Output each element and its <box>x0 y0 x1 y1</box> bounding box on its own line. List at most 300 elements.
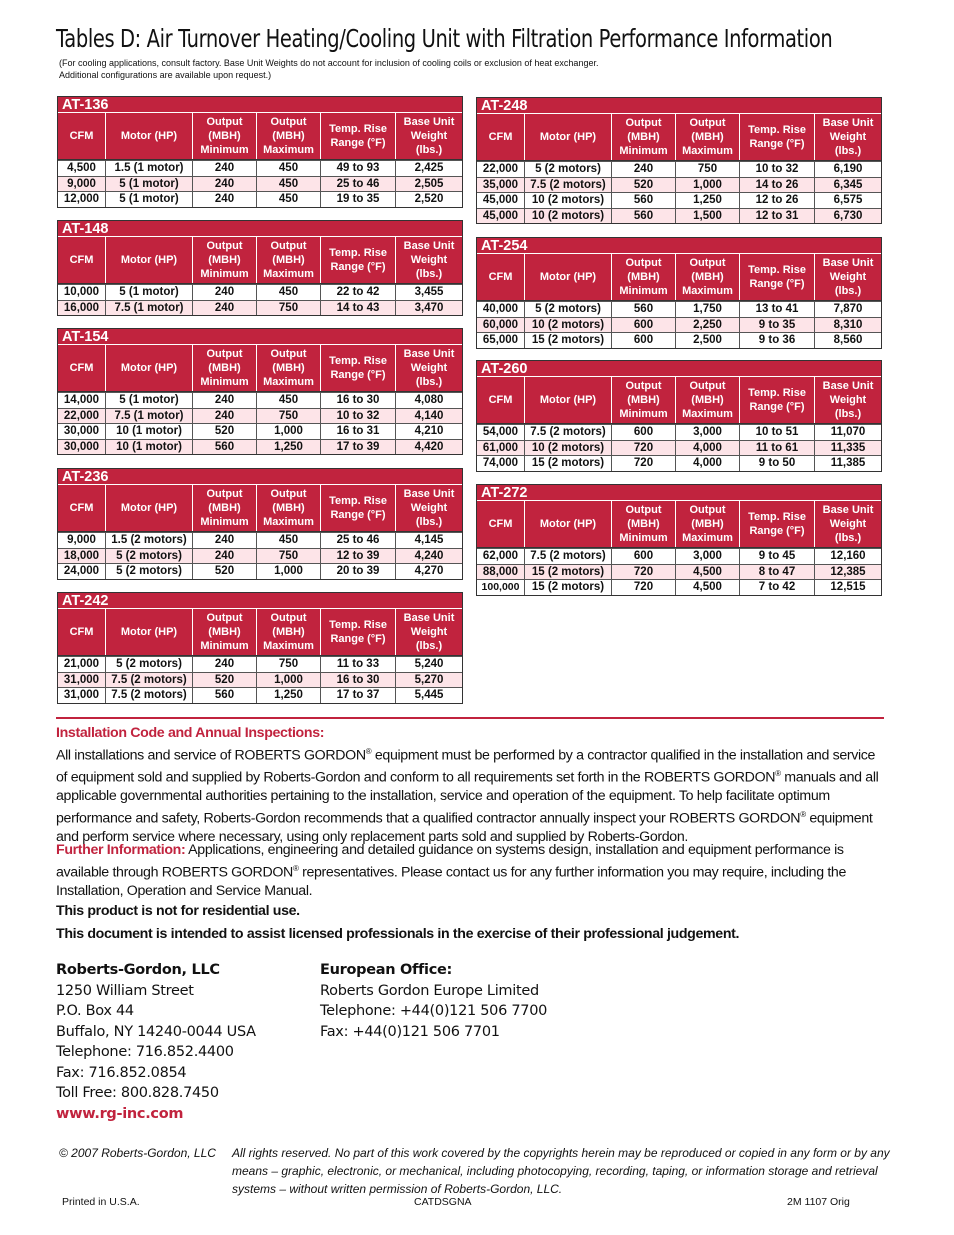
reg-mark-2: ® <box>775 769 781 779</box>
header-output-max <box>256 609 320 655</box>
table-cell: 9 to 35 <box>739 318 814 333</box>
table-cell: 10 (2 motors) <box>524 441 611 456</box>
reg-mark-3: ® <box>800 809 806 819</box>
table-cell: 240 <box>192 657 256 672</box>
header-line: Output <box>689 504 726 516</box>
table-header <box>58 113 462 160</box>
header-line: Temp. Rise <box>748 511 806 523</box>
header-motor-text: Motor (HP) <box>539 271 597 283</box>
header-temp-rise <box>739 254 814 300</box>
table-header <box>477 114 881 161</box>
model-name: AT-272 <box>477 485 881 501</box>
header-motor <box>105 485 192 531</box>
header-line: Minimum <box>619 285 668 297</box>
table-cell: 30,000 <box>63 440 100 453</box>
table-cell: 16 to 30 <box>320 393 395 408</box>
header-motor <box>105 609 192 655</box>
table-row <box>58 687 462 703</box>
header-output-max-text <box>263 611 314 653</box>
table-cell: 88,000 <box>482 565 519 578</box>
note-line-1: (For cooling applications, consult factory. Base Unit Weights do not account for inclusion of cooling coils or exclusion of heat exchanger. <box>59 58 599 68</box>
table-cell: 3,455 <box>395 285 462 300</box>
header-line: Output <box>270 240 307 252</box>
table-cell: 5 (2 motors) <box>524 302 611 317</box>
table-at-272 <box>476 484 882 596</box>
p2-text-b: representatives. Please contact us for any further information you may require, including the Installation, Operation and Service Manual. <box>56 864 846 899</box>
table-cell: 16,000 <box>63 301 100 314</box>
header-output-max-text <box>263 347 314 389</box>
header-cfm <box>58 609 105 655</box>
table-cell: 5 (1 motor) <box>105 177 192 192</box>
header-cfm-text: CFM <box>69 362 94 374</box>
table-cell: 560 <box>611 193 675 208</box>
table-at-242 <box>57 592 463 704</box>
us-address-line: P.O. Box 44 <box>56 1003 134 1019</box>
header-output-min-text <box>200 239 248 281</box>
header-line: Weight <box>410 362 448 374</box>
header-motor <box>524 254 611 300</box>
header-cfm <box>58 485 105 531</box>
further-information-paragraph <box>56 841 886 900</box>
p1-text-a: All installations and service of <box>56 747 235 764</box>
table-header <box>477 377 881 424</box>
table-cell: 240 <box>192 409 256 424</box>
header-line: (MBH) <box>627 271 660 283</box>
header-line: Base Unit <box>403 116 455 128</box>
table-row <box>477 161 881 177</box>
header-line: (MBH) <box>627 518 660 530</box>
table-cell: 600 <box>611 333 675 348</box>
model-name: AT-236 <box>58 469 462 485</box>
table-cell: 15 (2 motors) <box>524 456 611 471</box>
header-line: Output <box>270 116 307 128</box>
table-cell: 600 <box>611 318 675 333</box>
header-cfm-text: CFM <box>69 130 94 142</box>
table-row <box>58 439 462 455</box>
header-line: Range (°F) <box>330 633 386 645</box>
header-line: Temp. Rise <box>748 124 806 136</box>
header-temp-rise-text <box>329 618 387 646</box>
header-line: Range (°F) <box>749 525 805 537</box>
header-weight-text <box>823 256 874 298</box>
eu-office-heading: European Office: <box>320 962 453 978</box>
header-output-max <box>675 114 739 160</box>
header-line: Range (°F) <box>749 401 805 413</box>
header-line: Range (°F) <box>330 369 386 381</box>
header-line: (MBH) <box>627 131 660 143</box>
table-row <box>477 317 881 333</box>
table-cell: 450 <box>256 161 320 176</box>
table-header <box>58 485 462 532</box>
table-cell: 750 <box>256 409 320 424</box>
eu-company-name: Roberts Gordon Europe Limited <box>320 982 539 999</box>
header-line: Weight <box>410 254 448 266</box>
table-row <box>58 300 462 316</box>
table-row <box>58 191 462 207</box>
page-title: Tables D: Air Turnover Heating/Cooling Unit with Filtration Performance Information <box>56 24 833 53</box>
header-cfm-text: CFM <box>69 254 94 266</box>
header-output-min <box>192 345 256 391</box>
header-line: (lbs.) <box>834 532 862 544</box>
table-cell: 65,000 <box>482 334 519 347</box>
table-cell: 31,000 <box>63 673 100 686</box>
table-cell: 100,000 <box>481 581 520 594</box>
table-cell: 19 to 35 <box>320 192 395 207</box>
table-row <box>58 284 462 300</box>
header-line: Range (°F) <box>749 138 805 150</box>
header-line: Output <box>270 348 307 360</box>
header-temp-rise <box>320 609 395 655</box>
table-cell: 5 (2 motors) <box>105 549 192 564</box>
table-cell: 4,270 <box>395 564 462 579</box>
header-line: Minimum <box>200 144 249 156</box>
header-line: (MBH) <box>272 502 305 514</box>
header-line: (lbs.) <box>834 285 862 297</box>
header-line: Maximum <box>682 285 733 297</box>
table-at-254 <box>476 237 882 349</box>
table-cell: 7.5 (2 motors) <box>105 673 192 688</box>
table-at-236 <box>57 468 463 580</box>
table-cell: 14 to 26 <box>739 178 814 193</box>
header-temp-rise-text <box>329 122 387 150</box>
header-cfm-text: CFM <box>488 394 513 406</box>
header-line: Minimum <box>619 408 668 420</box>
header-motor <box>524 377 611 423</box>
header-output-max <box>256 345 320 391</box>
header-output-min <box>192 485 256 531</box>
header-weight <box>395 609 462 655</box>
header-temp-rise-text <box>748 123 806 151</box>
header-line: (lbs.) <box>834 145 862 157</box>
table-cell: 22,000 <box>63 409 100 422</box>
header-line: (MBH) <box>691 518 724 530</box>
table-cell: 18,000 <box>63 549 100 562</box>
table-header <box>58 345 462 392</box>
installation-paragraph <box>56 743 886 847</box>
model-name: AT-248 <box>477 98 881 114</box>
header-line: Output <box>206 348 243 360</box>
table-cell: 4,080 <box>395 393 462 408</box>
table-cell: 520 <box>611 178 675 193</box>
header-weight <box>814 501 881 547</box>
header-line: Output <box>689 380 726 392</box>
header-output-max <box>256 113 320 159</box>
table-row <box>477 332 881 348</box>
table-cell: 1,750 <box>675 302 739 317</box>
table-cell: 11,335 <box>814 441 881 456</box>
note-line-2: Additional configurations are available upon request.) <box>59 70 272 80</box>
header-output-min-text <box>619 379 667 421</box>
header-temp-rise <box>739 501 814 547</box>
table-cell: 5 (1 motor) <box>105 192 192 207</box>
table-cell: 4,240 <box>395 549 462 564</box>
header-line: (MBH) <box>272 254 305 266</box>
header-line: Output <box>206 612 243 624</box>
table-cell: 1,250 <box>256 688 320 703</box>
header-output-max <box>256 485 320 531</box>
header-line: Output <box>625 380 662 392</box>
table-cell: 10 (2 motors) <box>524 209 611 224</box>
table-cell: 1,000 <box>256 424 320 439</box>
table-cell: 11 to 61 <box>739 441 814 456</box>
table-cell: 7,870 <box>814 302 881 317</box>
table-row <box>477 455 881 471</box>
table-cell: 16 to 31 <box>320 424 395 439</box>
table-cell: 5 (1 motor) <box>105 285 192 300</box>
table-cell: 9 to 45 <box>739 549 814 564</box>
header-line: Range (°F) <box>330 137 386 149</box>
table-cell: 45,000 <box>482 209 519 222</box>
table-cell: 7 to 42 <box>739 580 814 595</box>
header-line: (MBH) <box>208 502 241 514</box>
table-cell: 15 (2 motors) <box>524 565 611 580</box>
header-line: (MBH) <box>691 271 724 283</box>
header-line: (lbs.) <box>415 268 443 280</box>
table-cell: 2,250 <box>675 318 739 333</box>
table-header <box>477 501 881 548</box>
table-cell: 12 to 39 <box>320 549 395 564</box>
reg-mark-1: ® <box>365 747 372 756</box>
table-cell: 7.5 (2 motors) <box>524 178 611 193</box>
eu-telephone: Telephone: +44(0)121 506 7700 <box>320 1003 548 1019</box>
header-line: Output <box>270 612 307 624</box>
table-cell: 7.5 (1 motor) <box>105 301 192 316</box>
header-temp-rise <box>739 114 814 160</box>
us-toll-free: Toll Free: 800.828.7450 <box>56 1085 219 1101</box>
header-cfm <box>477 254 524 300</box>
installation-heading-text: Installation Code and Annual Inspections: <box>56 725 325 741</box>
header-cfm <box>477 501 524 547</box>
header-output-max-text <box>682 116 733 158</box>
header-motor-text: Motor (HP) <box>120 254 178 266</box>
table-cell: 14 to 43 <box>320 301 395 316</box>
header-line: Base Unit <box>403 488 455 500</box>
us-address-block <box>56 960 256 1124</box>
header-line: (MBH) <box>272 626 305 638</box>
table-cell: 450 <box>256 192 320 207</box>
header-cfm <box>477 114 524 160</box>
header-cfm-text: CFM <box>69 626 94 638</box>
table-cell: 25 to 46 <box>320 533 395 548</box>
table-cell: 4,140 <box>395 409 462 424</box>
us-telephone: Telephone: 716.852.4400 <box>56 1044 234 1060</box>
header-temp-rise <box>320 237 395 283</box>
header-line: Base Unit <box>822 257 874 269</box>
rights-text: All rights reserved. No part of this work covered by the copyrights herein may be reproduced or copied in any form or by any means – graphic, electronic, or mechanical, including photocopying, recording, taping, or information storage and retrieval systems – without written permission of Roberts-Gordon, LLC. <box>232 1146 890 1196</box>
p1-text-c: manuals and all applicable governmental authorities pertaining to the installation, service and operation of the equipment. To help facilitate optimum performance and safety, Roberts-Gordon recommends that a qualified contractor annually inspect your <box>56 769 879 827</box>
printed-in: Printed in U.S.A. <box>62 1196 140 1208</box>
header-motor-text: Motor (HP) <box>539 131 597 143</box>
header-motor <box>105 113 192 159</box>
table-cell: 22 to 42 <box>320 285 395 300</box>
header-motor-text: Motor (HP) <box>120 626 178 638</box>
header-line: Weight <box>410 502 448 514</box>
table-cell: 240 <box>611 162 675 177</box>
header-line: (MBH) <box>272 362 305 374</box>
header-weight <box>395 113 462 159</box>
table-cell: 240 <box>192 161 256 176</box>
table-cell: 20 to 39 <box>320 564 395 579</box>
header-temp-rise-text <box>329 354 387 382</box>
table-cell: 10 (2 motors) <box>524 318 611 333</box>
header-line: Maximum <box>682 532 733 544</box>
table-at-260 <box>476 360 882 472</box>
table-cell: 5,240 <box>395 657 462 672</box>
table-cell: 6,575 <box>814 193 881 208</box>
page-note <box>59 57 598 81</box>
copyright-text: © 2007 Roberts-Gordon, LLC <box>59 1146 216 1160</box>
table-at-136 <box>57 96 463 208</box>
header-line: Output <box>206 488 243 500</box>
table-row <box>58 176 462 192</box>
table-cell: 240 <box>192 192 256 207</box>
header-motor-text: Motor (HP) <box>120 362 178 374</box>
table-row <box>477 301 881 317</box>
header-line: (lbs.) <box>415 376 443 388</box>
table-row <box>477 440 881 456</box>
header-output-max-text <box>682 503 733 545</box>
table-cell: 24,000 <box>63 565 100 578</box>
table-cell: 4,500 <box>675 565 739 580</box>
table-cell: 5 (1 motor) <box>105 393 192 408</box>
table-cell: 74,000 <box>482 457 519 470</box>
table-cell: 10,000 <box>63 286 100 298</box>
table-cell: 6,730 <box>814 209 881 224</box>
header-line: Output <box>625 117 662 129</box>
header-line: Base Unit <box>403 348 455 360</box>
header-line: Maximum <box>263 516 314 528</box>
us-fax: Fax: 716.852.0854 <box>56 1064 187 1081</box>
table-cell: 240 <box>192 285 256 300</box>
header-line: Base Unit <box>822 380 874 392</box>
table-cell: 12,515 <box>814 580 881 595</box>
table-row <box>477 424 881 440</box>
table-cell: 1,000 <box>675 178 739 193</box>
header-line: (MBH) <box>208 130 241 142</box>
table-cell: 9 to 50 <box>739 456 814 471</box>
header-line: Minimum <box>200 640 249 652</box>
p1-text-d: equipment and perform service where necessary, using only replacement parts sold and supplied by Roberts-Gordon. <box>56 810 873 846</box>
header-output-min-text <box>200 487 248 529</box>
header-line: Maximum <box>263 376 314 388</box>
header-output-min <box>192 113 256 159</box>
table-header <box>58 609 462 656</box>
table-cell: 54,000 <box>482 426 519 438</box>
header-output-min <box>611 501 675 547</box>
further-label: Further Information: <box>56 842 186 858</box>
table-cell: 750 <box>256 301 320 316</box>
header-line: Weight <box>829 271 867 283</box>
header-temp-rise <box>320 345 395 391</box>
table-cell: 10 (2 motors) <box>524 193 611 208</box>
table-cell: 3,000 <box>675 549 739 564</box>
header-weight-text <box>404 239 455 281</box>
header-line: Weight <box>410 626 448 638</box>
table-cell: 31,000 <box>63 689 100 702</box>
table-cell: 2,520 <box>395 192 462 207</box>
table-cell: 11 to 33 <box>320 657 395 672</box>
table-cell: 7.5 (2 motors) <box>524 425 611 440</box>
website-link[interactable]: www.rg-inc.com <box>56 1105 184 1122</box>
table-cell: 750 <box>256 549 320 564</box>
header-line: (MBH) <box>691 131 724 143</box>
header-output-min <box>192 609 256 655</box>
header-line: Maximum <box>682 145 733 157</box>
table-header <box>58 237 462 284</box>
table-cell: 45,000 <box>482 194 519 207</box>
eu-address-block <box>320 960 547 1042</box>
header-line: Output <box>689 117 726 129</box>
header-cfm-text: CFM <box>488 271 513 283</box>
table-cell: 560 <box>611 209 675 224</box>
table-at-148 <box>57 220 463 316</box>
header-weight-text <box>404 611 455 653</box>
header-line: (lbs.) <box>415 144 443 156</box>
table-cell: 14,000 <box>63 394 100 406</box>
eu-fax: Fax: +44(0)121 506 7701 <box>320 1023 500 1040</box>
table-cell: 6,345 <box>814 178 881 193</box>
header-output-min <box>611 377 675 423</box>
header-cfm <box>58 345 105 391</box>
table-cell: 12,160 <box>814 549 881 564</box>
brand-4: ROBERTS GORDON <box>161 864 293 881</box>
header-output-min <box>611 254 675 300</box>
table-cell: 1,250 <box>256 440 320 455</box>
table-cell: 450 <box>256 285 320 300</box>
header-temp-rise <box>320 485 395 531</box>
table-cell: 10 to 32 <box>320 409 395 424</box>
header-temp-rise <box>320 113 395 159</box>
professional-notice: This document is intended to assist licensed professionals in the exercise of their professional judgement. <box>56 926 740 942</box>
header-line: (MBH) <box>208 626 241 638</box>
header-line: Base Unit <box>403 612 455 624</box>
model-name: AT-154 <box>58 329 462 345</box>
header-temp-rise-text <box>329 494 387 522</box>
header-weight <box>395 485 462 531</box>
header-motor <box>105 345 192 391</box>
catalog-code: CATDSGNA <box>414 1196 472 1208</box>
table-cell: 9,000 <box>67 177 96 190</box>
table-cell: 2,500 <box>675 333 739 348</box>
header-line: Output <box>206 240 243 252</box>
header-line: Maximum <box>263 268 314 280</box>
table-cell: 2,425 <box>395 161 462 176</box>
header-cfm-text: CFM <box>69 502 94 514</box>
table-cell: 1.5 (2 motors) <box>105 533 192 548</box>
table-cell: 25 to 46 <box>320 177 395 192</box>
table-row <box>58 532 462 548</box>
table-cell: 17 to 39 <box>320 440 395 455</box>
header-output-max <box>256 237 320 283</box>
header-motor-text: Motor (HP) <box>120 130 178 142</box>
table-cell: 16 to 30 <box>320 673 395 688</box>
section-divider <box>56 717 884 719</box>
header-line: Output <box>689 257 726 269</box>
header-temp-rise-text <box>748 510 806 538</box>
table-cell: 4,000 <box>675 441 739 456</box>
table-row <box>58 656 462 672</box>
table-row <box>58 423 462 439</box>
header-line: Range (°F) <box>330 261 386 273</box>
header-line: (MBH) <box>208 254 241 266</box>
header-temp-rise-text <box>748 386 806 414</box>
header-line: Output <box>625 504 662 516</box>
header-output-max-text <box>682 256 733 298</box>
header-output-min-text <box>619 116 667 158</box>
header-weight-text <box>404 115 455 157</box>
revision-code: 2M 1107 Orig <box>787 1196 850 1208</box>
header-line: (MBH) <box>691 394 724 406</box>
